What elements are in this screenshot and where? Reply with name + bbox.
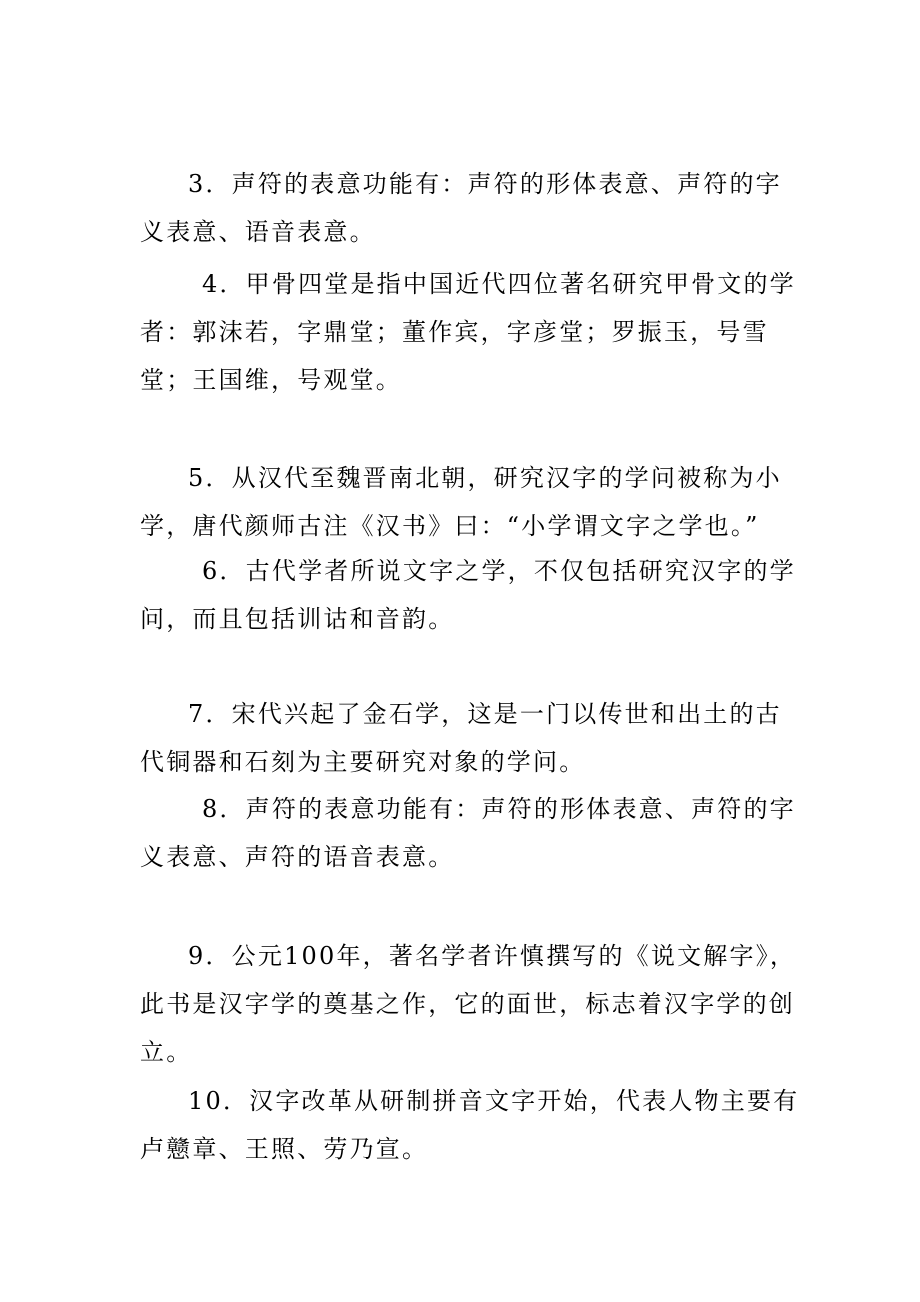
paragraph-5: 5．从汉代至魏晋南北朝，研究汉字的学问被称为小学，唐代颜师古注《汉书》曰：“小学谓文字之学也。”: [140, 464, 782, 540]
paragraph-8: 8．声符的表意功能有：声符的形体表意、声符的字义表意、声符的语音表意。: [140, 795, 796, 871]
paragraph-7: 7．宋代兴起了金石学，这是一门以传世和出土的古代铜器和石刻为主要研究对象的学问。: [140, 700, 782, 776]
paragraph-4: 4．甲骨四堂是指中国近代四位著名研究甲骨文的学者：郭沫若，字鼎堂；董作宾，字彦堂；罗振玉，号雪堂；王国维，号观堂。: [140, 270, 796, 394]
paragraph-10: 10．汉字改革从研制拼音文字开始，代表人物主要有卢戆章、王照、劳乃宣。: [140, 1087, 800, 1163]
paragraph-9: 9．公元100年，著名学者许慎撰写的《说文解字》，此书是汉字学的奠基之作，它的面世，标志着汉字学的创立。: [140, 942, 797, 1066]
paragraph-3: 3．声符的表意功能有：声符的形体表意、声符的字义表意、语音表意。: [140, 170, 782, 246]
paragraph-6: 6．古代学者所说文字之学，不仅包括研究汉字的学问，而且包括训诂和音韵。: [140, 557, 796, 633]
